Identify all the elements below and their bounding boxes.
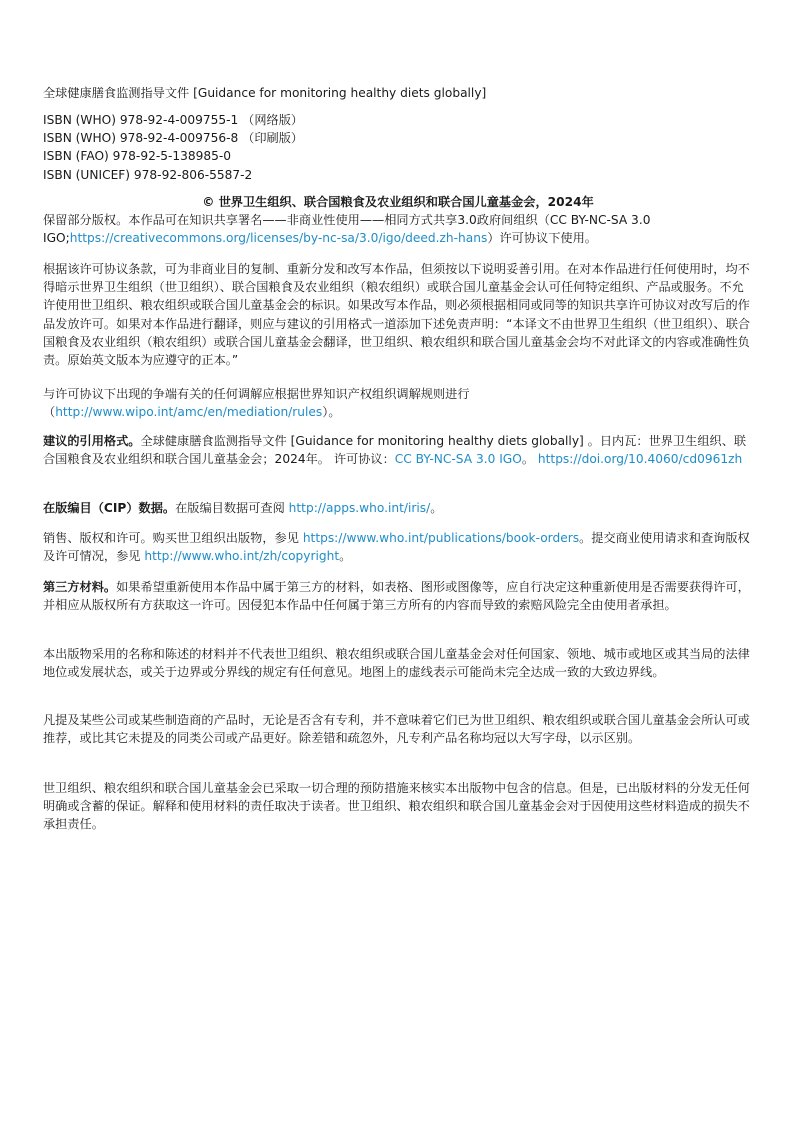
- sales-paragraph: [43, 529, 753, 565]
- products-disclaimer: 凡提及某些公司或某些制造商的产品时，无论是否含有专利，并不意味着它们已为世卫组织、粮农组织或联合国儿童基金会所认可或推荐，或比其它未提及的同类公司或产品更好。除差错和疏忽外，凡专利产品名称均冠以大写字母，以示区别。: [43, 713, 750, 746]
- citation-label: 建议的引用格式。: [43, 434, 141, 448]
- sales-text: 销售、版权和许可。购买世卫组织出版物，参见: [43, 531, 303, 545]
- liability-disclaimer: 世卫组织、粮农组织和联合国儿童基金会已采取一切合理的预防措施来核实本出版物中包含的信息。但是，已出版材料的分发无任何明确或含蓄的保证。解释和使用材料的责任取决于读者。世卫组织、粮农组织和联合国儿童基金会对于因使用这些材料造成的损失不承担责任。: [43, 781, 750, 832]
- sales-text-mid: 。提交商业使用请求和查询版权及许可情况，参见: [43, 531, 750, 564]
- third-party-paragraph: [43, 578, 753, 614]
- license-text: 保留部分版权。本作品可在知识共享署名——非商业性使用——相同方式共享3.0政府间组织（CC BY-NC-SA 3.0 IGO;: [43, 213, 651, 246]
- mediation-paragraph: [43, 385, 753, 421]
- citation-doi-link[interactable]: https://doi.org/10.4060/cd0961zh: [537, 452, 743, 467]
- isbn-list: [43, 111, 753, 184]
- mediation-text-end: ）。: [322, 405, 341, 420]
- isbn-who-print: ISBN (WHO) 978-92-4-009756-8 （印刷版）: [43, 131, 304, 146]
- isbn-fao: ISBN (FAO) 978-92-5-138985-0: [43, 149, 232, 164]
- citation-license-link[interactable]: CC BY-NC-SA 3.0 IGO: [394, 452, 522, 467]
- document-title-line: 全球健康膳食监测指导文件 [Guidance for monitoring healthy diets globally]: [43, 86, 487, 100]
- isbn-who-online: ISBN (WHO) 978-92-4-009755-1 （网络版）: [43, 113, 304, 127]
- cip-link[interactable]: http://apps.who.int/iris/: [288, 501, 431, 515]
- copyright-notice: © 世界卫生组织、联合国粮食及农业组织和联合国儿童基金会，2024年: [202, 195, 594, 209]
- isbn-unicef: ISBN (UNICEF) 978-92-806-5587-2: [43, 167, 253, 182]
- third-party-text: 如果希望重新使用本作品中属于第三方的材料，如表格、图形或图像等，应自行决定这种重新使用是否需要获得许可，并相应从版权所有方获取这一许可。因侵犯本作品中任何属于第三方所有的内容而导致的索赔风险完全由使用者承担。: [43, 580, 750, 613]
- cip-paragraph: [43, 499, 753, 517]
- copyright-link[interactable]: http://www.who.int/zh/copyright: [144, 549, 340, 564]
- third-party-label: 第三方材料。: [43, 580, 117, 594]
- citation-paragraph: [43, 432, 753, 468]
- book-orders-link[interactable]: https://www.who.int/publications/book-orders: [302, 531, 580, 545]
- license-paragraph: [43, 211, 753, 247]
- mediation-link[interactable]: http://www.wipo.int/amc/en/mediation/rules: [55, 405, 323, 420]
- license-link[interactable]: https://creativecommons.org/licenses/by-nc-sa/3.0/igo/deed.zh-hans: [69, 231, 488, 246]
- terms-paragraph: 根据该许可协议条款，可为非商业目的复制、重新分发和改写本作品，但须按以下说明妥善引用。在对本作品进行任何使用时，均不得暗示世界卫生组织（世卫组织）、联合国粮食及农业组织（粮农组织）或联合国儿童基金会认可任何特定组织、产品或服务。不允许使用世卫组织、粮农组织或联合国儿童基金会的标识。如果改写本作品，则必须根据相同或同等的知识共享许可协议对改写后的作品发放许可。如果对本作品进行翻译，则应与建议的引用格式一道添加下述免责声明：“本译文不由世界卫生组织（世卫组织）、联合国粮食及农业组织（粮农组织）或联合国儿童基金会翻译，世卫组织、粮农组织和联合国儿童基金会均不对此译文的内容或准确性负责。原始英文版本为应遵守的正本。”: [43, 262, 751, 368]
- citation-text: 全球健康膳食监测指导文件 [Guidance for monitoring healthy diets globally] 。日内瓦：世界卫生组织、联合国粮食及农业组织和联合国儿童基金会；2024年。 许可协议：: [43, 434, 747, 467]
- mediation-text: 与许可协议下出现的争端有关的任何调解应根据世界知识产权组织调解规则进行（: [43, 387, 470, 420]
- citation-separator: 。: [521, 452, 538, 467]
- designations-disclaimer: 本出版物采用的名称和陈述的材料并不代表世卫组织、粮农组织或联合国儿童基金会对任何国家、领地、城市或地区或其当局的法律地位或发展状态，或关于边界或分界线的规定有任何意见。地图上的虚线表示可能尚未完全达成一致的大致边界线。: [43, 647, 750, 680]
- sales-text-end: 。: [339, 549, 352, 564]
- license-text-end: ）许可协议下使用。: [487, 231, 597, 246]
- cip-text: 在版编目数据可查阅: [175, 501, 289, 515]
- cip-text-end: 。: [430, 501, 443, 515]
- cip-label: 在版编目（CIP）数据。: [43, 501, 176, 515]
